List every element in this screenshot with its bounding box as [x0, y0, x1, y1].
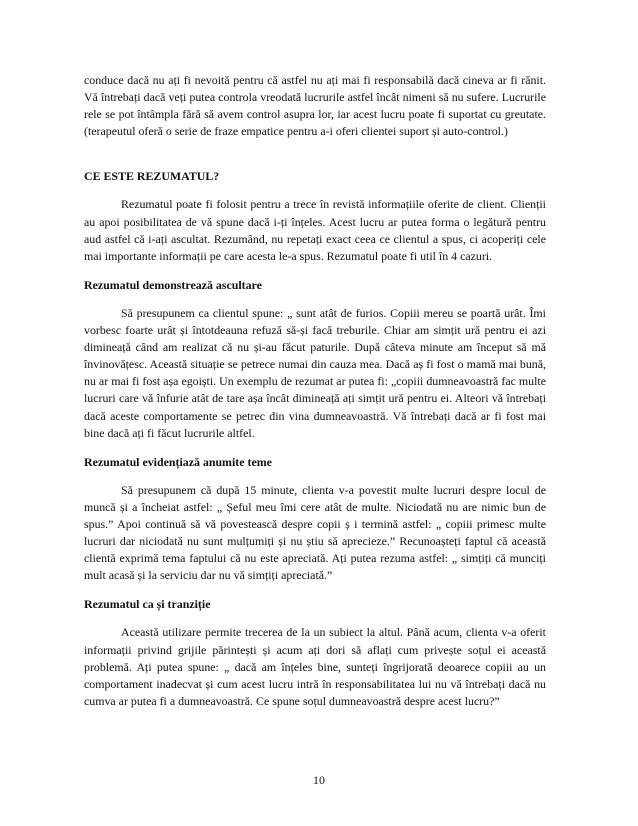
themes-paragraph: Să presupunem că după 15 minute, clienta v-a povestit multe lucruri despre locul de muncă și a încheiat astfel: „ Șeful meu îmi cere atât de multe. Niciodată nu are nimic bun de spus.” Apoi continuă să vă povestească despre copii ș i termină astfel: „ copiii primesc multe lucruri dar niciodată nu sunt mulțumiți și nu știu să aprecieze.” Recunoașteți faptul că această clientă exprimă tema faptului că nu este apreciată. Ați putea rezuma astfel: „ simțiți că munciți mult acasă și la serviciu dar nu vă simțiți apreciată.” — [84, 482, 546, 583]
section-heading-what-is-summary: CE ESTE REZUMATUL? — [84, 169, 220, 184]
page-content — [84, 72, 546, 710]
section-spacer — [84, 265, 546, 277]
heading-spacer — [84, 294, 546, 305]
section-heading-listening: Rezumatul demonstrează ascultare — [84, 277, 262, 292]
page-number: 10 — [313, 773, 325, 787]
section-heading-themes: Rezumatul evidențiază anumite teme — [84, 454, 272, 469]
transition-paragraph: Această utilizare permite trecerea de la un subiect la altul. Până acum, clienta v-a oferit informații privind grijile părintești și acum ați dori să aflați cum privește soțul ei această problemă. Ați putea spune: „ dacă am înțeles bine, sunteți îngrijorată deoarece copiii au un comportament inadecvat și cum acest lucru intră în responsabilitatea lui nu vă întrebați dacă nu cumva ar putea fi a dumneavoastră. Ce spune soțul dumneavoastră despre acest lucru?” — [84, 625, 546, 708]
heading-spacer — [84, 613, 546, 624]
section-spacer — [84, 584, 546, 596]
summary-definition-paragraph: Rezumatul poate fi folosit pentru a trece în revistă informațiile oferite de client. Clienții au apoi posibilitatea de vă spune dacă i-ți înțeles. Acest lucru ar putea forma o legătură pentru aud astfel că i-ați ascultat. Rezumând, nu repetați exact ceea ce clientul a spus, ci acoperiți cele mai importante informații pe care acesta le-a spus. Rezumatul poate fi util în 4 cazuri. — [84, 197, 546, 263]
intro-paragraph: conduce dacă nu ați fi nevoită pentru că astfel nu ați mai fi responsabilă dacă cineva ar fi rănit. Vă întrebați dacă veți putea controla vreodată lucrurile astfel încât nimeni să nu sufere. Lucrurile rele se pot întâmpla fără să avem control asupra lor, iar acest lucru poate fi suportat cu greutate. (terapeutul oferă o serie de fraze empatice pentru a-i oferi clientei suport și auto-control.) — [84, 73, 546, 139]
heading-spacer — [84, 185, 546, 196]
section-heading-transition: Rezumatul ca și tranziție — [84, 597, 211, 612]
heading-spacer — [84, 471, 546, 482]
section-spacer — [84, 442, 546, 454]
listening-paragraph: Să presupunem ca clientul spune: „ sunt atât de furios. Copiii mereu se poartă urât. Îmi vorbesc foarte urât și întotdeauna refuză să-și facă treburile. Chiar am simțit ură pentru ei azi dimineață când am realizat că nu și-au făcut paturile. După câteva minute am început să mă învinovățesc. Această situație se petrece numai din cauza mea. Dacă aș fi fost o mamă mai bună, nu ar mai fi fost așa egoiști. Un exemplu de rezumat ar putea fi: „copiii dumneavoastră fac multe lucruri care vă înfurie atât de tare așa încât dimineață ați simțit ură pentru ei. Alteori vă întrebați dacă aceste comportamente se petrec din vina dumneavoastră. Vă întrebați dacă ar fi fost mai bine dacă ați fi făcut lucrurile altfel. — [84, 305, 546, 440]
section-spacer — [84, 140, 546, 168]
